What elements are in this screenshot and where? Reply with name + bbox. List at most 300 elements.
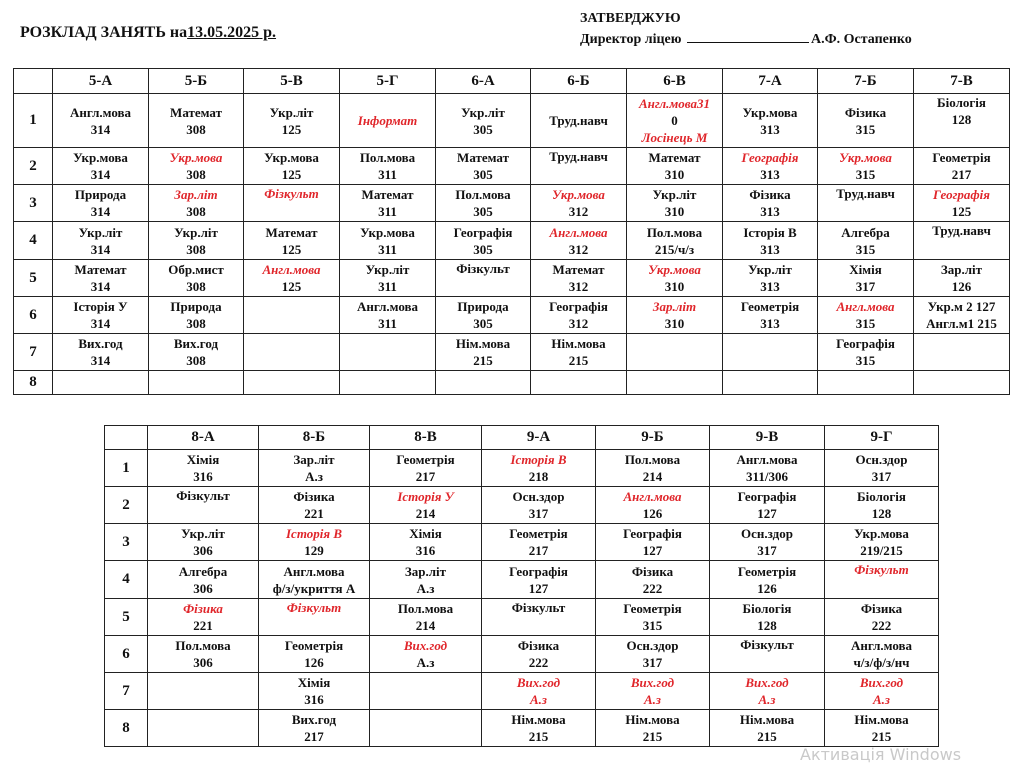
lesson-cell (244, 148, 340, 185)
lesson-cell (825, 524, 939, 561)
room-text: 312 (568, 241, 589, 257)
lesson-row (105, 636, 939, 673)
schedule-table-8-9 (104, 425, 939, 747)
room-text: 215 (473, 353, 493, 368)
room-text: 310 (664, 316, 685, 331)
room-text: 316 (304, 692, 324, 707)
lesson-cell (149, 185, 244, 222)
lesson-cell (818, 371, 914, 395)
lesson-cell (148, 599, 259, 636)
lesson-row (105, 450, 939, 487)
subject-text: Укр.мова (169, 150, 223, 165)
subject-text: Нім.мова (455, 336, 511, 351)
lesson-cell (627, 185, 723, 222)
room-text: 314 (90, 121, 111, 137)
lesson-cell (710, 710, 825, 747)
lesson-cell (825, 450, 939, 487)
lesson-cell (436, 222, 531, 260)
lesson-cell (370, 599, 482, 636)
room-text: 314 (90, 316, 111, 331)
subject-text: Нім.мова (551, 336, 606, 351)
lesson-cell (596, 599, 710, 636)
subject-text: Фізика (844, 104, 887, 120)
room-text: 215 (528, 729, 549, 744)
room-text: А.з (644, 692, 661, 707)
subject-text: Географія (549, 299, 608, 314)
subject-text: Хімія (297, 675, 331, 690)
room-text: 308 (186, 279, 206, 294)
lesson-cell (627, 260, 723, 297)
lesson-cell (53, 94, 149, 148)
lesson-row (14, 148, 1010, 185)
lesson-cell (825, 487, 939, 524)
room-text: 218 (528, 469, 549, 484)
corner-cell (105, 426, 148, 450)
approval-block (580, 8, 912, 50)
lesson-cell (710, 450, 825, 487)
lesson-number: 6 (14, 297, 53, 334)
lesson-cell (259, 561, 370, 599)
room-text: 305 (473, 121, 493, 137)
room-text: 127 (642, 543, 663, 558)
room-text: 311 (378, 279, 397, 294)
class-header: 6-В (627, 69, 723, 94)
subject-text: Геометрія (284, 638, 344, 653)
subject-text: Геометрія (509, 526, 568, 541)
lesson-row (105, 710, 939, 747)
lesson-cell (149, 371, 244, 395)
lesson-cell (244, 260, 340, 297)
lesson-cell (340, 148, 436, 185)
lesson-cell (259, 487, 370, 524)
subject-text: Природа (74, 187, 127, 202)
lesson-cell (148, 524, 259, 561)
director-line (580, 29, 912, 50)
room-text: 314 (90, 241, 111, 257)
room-text: 127 (757, 506, 777, 521)
subject-text: Зар.літ (174, 187, 218, 202)
subject-text: Укр.літ (365, 262, 410, 277)
signature-line (687, 30, 809, 43)
subject-text: Укр.мова (264, 150, 319, 165)
subject-text: Англ.мова (736, 452, 798, 467)
room-text: 312 (568, 204, 589, 219)
room-text: 125 (281, 121, 302, 137)
room-text: 126 (951, 279, 972, 294)
room-text: 311/306 (746, 469, 788, 484)
lesson-row (105, 561, 939, 599)
subject-text: Пол.мова (359, 150, 416, 165)
lesson-row (14, 185, 1010, 222)
lesson-cell (531, 94, 627, 148)
lesson-number: 3 (14, 185, 53, 222)
subject-text: Укр.мова (73, 150, 128, 165)
lesson-row (14, 297, 1010, 334)
lesson-cell (596, 673, 710, 710)
lesson-cell (436, 334, 531, 371)
lesson-cell (723, 222, 818, 260)
subject-text: Осн.здор (626, 638, 679, 653)
subject-text: Природа (457, 299, 509, 314)
subject-text: Інформат (357, 113, 418, 128)
room-text: 214 (415, 506, 436, 521)
lesson-cell (825, 599, 939, 636)
room-text: 305 (473, 167, 493, 182)
room-text: 215 (568, 353, 589, 368)
subject-text: Географія (836, 336, 895, 351)
class-header: 7-В (914, 69, 1010, 94)
subject-text: Географія (933, 187, 990, 202)
room-text: 128 (871, 506, 892, 521)
class-header: 5-Г (340, 69, 436, 94)
subject-text: Пол.мова (397, 601, 454, 616)
lesson-cell (370, 524, 482, 561)
lesson-cell (370, 450, 482, 487)
subject-text: Геометрія (623, 601, 682, 616)
lesson-cell (149, 334, 244, 371)
subject-text: Вих.год (403, 638, 448, 653)
lesson-cell (436, 185, 531, 222)
subject-text: Географія (741, 150, 799, 165)
lesson-number: 5 (14, 260, 53, 297)
lesson-cell (340, 94, 436, 148)
room-text: 308 (186, 241, 206, 257)
subject-text: Англ.мова (356, 299, 419, 314)
subject-text: Хімія (849, 262, 882, 277)
lesson-cell (596, 710, 710, 747)
lesson-cell (825, 561, 939, 599)
room-text: 317 (871, 469, 892, 484)
room-text: 317 (528, 506, 549, 521)
room-text: 308 (186, 316, 206, 331)
subject-text: Нім.мова (511, 712, 566, 727)
lesson-cell (723, 148, 818, 185)
lesson-row (14, 94, 1010, 148)
subject-text: Фізкульт (854, 562, 909, 577)
class-header: 8-Б (259, 426, 370, 450)
subject-text: Вих.год (173, 336, 219, 351)
room-text: 215/ч/з (654, 241, 695, 257)
subject-text: Укр.літ (78, 224, 123, 240)
subject-text: Укр.літ (174, 224, 218, 240)
room-text: 221 (304, 506, 324, 521)
lesson-cell (148, 450, 259, 487)
room-text: 125 (281, 167, 302, 182)
lesson-cell (710, 636, 825, 673)
subject-text: Геометрія (396, 452, 455, 467)
room-text: 222 (528, 655, 549, 670)
director-label: Директор ліцею (580, 32, 682, 47)
lesson-cell (596, 487, 710, 524)
room-text: А.з (305, 469, 323, 484)
subject-text: Англ.мова (69, 104, 132, 120)
class-header: 7-Б (818, 69, 914, 94)
lesson-cell (53, 260, 149, 297)
lesson-cell (723, 185, 818, 222)
room-text: 305 (473, 204, 493, 219)
class-header: 5-А (53, 69, 149, 94)
room-text: 217 (304, 729, 324, 744)
room-text: 222 (642, 580, 663, 596)
subject-text: Біологія (857, 489, 906, 504)
subject-text: Укр.літ (652, 187, 697, 202)
subject-text: Математ (552, 262, 605, 277)
room-text: 219/215 (860, 543, 903, 558)
lesson-cell (825, 636, 939, 673)
lesson-cell (627, 297, 723, 334)
title-prefix: РОЗКЛАД ЗАНЯТЬ на (20, 24, 188, 41)
lesson-cell (370, 636, 482, 673)
lesson-cell (818, 334, 914, 371)
room-text: 314 (90, 353, 111, 368)
room-text: 310 (664, 279, 685, 294)
room-text: 128 (951, 112, 972, 127)
lesson-cell (340, 222, 436, 260)
lesson-cell (723, 334, 818, 371)
lesson-cell (914, 94, 1010, 148)
subject-text: Фізкульт (286, 600, 342, 615)
subject-text: Зар.літ (652, 299, 697, 314)
lesson-cell (482, 561, 596, 599)
room-text: 129 (304, 543, 324, 558)
room-text: 317 (855, 279, 876, 294)
subject-text: Англ.мова (283, 563, 345, 579)
subject-text: Труд.навч (549, 149, 608, 164)
room-text: 310 (664, 204, 685, 219)
room-text: 221 (193, 618, 213, 633)
subject-text: Вих.год (630, 675, 675, 690)
lesson-cell (531, 260, 627, 297)
room-text: 314 (90, 279, 111, 294)
subject-text: Географія (737, 489, 797, 504)
lesson-number: 4 (105, 561, 148, 599)
room-text: 126 (304, 655, 324, 670)
room-text: 314 (90, 204, 111, 219)
subject-text: Труд.навч (836, 186, 895, 201)
room-text: 308 (186, 204, 206, 219)
lesson-cell (259, 636, 370, 673)
subject-text: Осн.здор (855, 452, 908, 467)
class-header: 7-А (723, 69, 818, 94)
room-text: 311 (378, 204, 397, 219)
class-header: 6-Б (531, 69, 627, 94)
lesson-cell (482, 636, 596, 673)
lesson-cell (436, 297, 531, 334)
lesson-cell (53, 148, 149, 185)
lesson-cell (531, 334, 627, 371)
subject-text: Укр.літ (748, 262, 792, 277)
subject-text: Пол.мова (624, 452, 681, 467)
lesson-cell (370, 673, 482, 710)
subject-text: Фізкульт (740, 637, 794, 652)
room-text: 126 (642, 506, 663, 521)
room-text: 214 (642, 469, 663, 484)
room-text: 126 (757, 580, 777, 596)
lesson-cell (818, 185, 914, 222)
subject-text: Пол.мова (175, 638, 231, 653)
subject-text: Геометрія (737, 563, 797, 579)
subject-text: Вих.год (516, 675, 561, 690)
room-text: ч/з/ф/з/нч (853, 655, 910, 670)
subject-text: Фізика (517, 638, 560, 653)
class-header: 6-А (436, 69, 531, 94)
lesson-cell (259, 673, 370, 710)
lesson-cell (914, 297, 1010, 334)
lesson-cell (914, 185, 1010, 222)
subject-text: Укр.літ (269, 104, 314, 120)
room-text: 305 (473, 316, 493, 331)
room-text: 311 (378, 316, 397, 331)
subject-text: Геометрія (932, 150, 991, 165)
room-text: 306 (193, 580, 213, 596)
subject-text: Історія В (510, 452, 567, 467)
subject-text: Труд.навч (932, 223, 991, 238)
room-text: А.з (873, 692, 890, 707)
subject-text: Зар.літ (404, 563, 447, 579)
room-text: 312 (568, 279, 589, 294)
room-text: 313 (760, 121, 780, 137)
lesson-cell (531, 148, 627, 185)
room-text: 315 (855, 167, 876, 182)
room-text: 310 (664, 167, 685, 182)
subject-text: Географія (509, 563, 568, 579)
lesson-cell (710, 561, 825, 599)
subject-text: Осн.здор (512, 489, 565, 504)
subject-text: Фізика (183, 601, 223, 616)
subject-text: Геометрія (740, 299, 800, 314)
room-text: 0 (671, 113, 678, 128)
lesson-number: 6 (105, 636, 148, 673)
subject-text: Хімія (409, 526, 442, 541)
lesson-cell (148, 673, 259, 710)
lesson-cell (710, 673, 825, 710)
class-header: 9-А (482, 426, 596, 450)
subject-text: Зар.літ (940, 262, 983, 277)
room-text: 127 (528, 580, 549, 596)
subject-text: Історія У (73, 299, 128, 314)
lesson-number: 5 (105, 599, 148, 636)
lesson-cell (482, 524, 596, 561)
room-text: А.з (416, 580, 435, 596)
room-text: 315 (855, 353, 876, 368)
lesson-cell (340, 334, 436, 371)
lesson-cell (482, 710, 596, 747)
lesson-cell (482, 673, 596, 710)
lesson-cell (436, 260, 531, 297)
lesson-number: 4 (14, 222, 53, 260)
subject-text: Фізкульт (511, 600, 566, 615)
lesson-cell (149, 222, 244, 260)
room-text: 315 (855, 316, 876, 331)
room-text: 217 (951, 167, 972, 182)
lesson-cell (259, 710, 370, 747)
subject-text: Нім.мова (854, 712, 909, 727)
lesson-cell (436, 94, 531, 148)
lesson-cell (627, 94, 723, 148)
room-text: 215 (642, 729, 663, 744)
subject-text: Укр.мова (742, 104, 798, 120)
lesson-cell (53, 222, 149, 260)
room-text: 215 (757, 729, 777, 744)
class-header: 9-Б (596, 426, 710, 450)
lesson-number: 8 (105, 710, 148, 747)
subject-text: Пол.мова (455, 187, 511, 202)
lesson-cell (259, 524, 370, 561)
lesson-cell (914, 222, 1010, 260)
room-text: 125 (281, 279, 302, 294)
subject-text: Історія У (397, 489, 454, 504)
subject-text: Англ.мова (549, 224, 608, 240)
lesson-row (105, 673, 939, 710)
lesson-cell (149, 297, 244, 334)
room-text: 222 (871, 618, 892, 633)
lesson-number: 2 (105, 487, 148, 524)
subject-text: Вих.год (859, 675, 904, 690)
lesson-cell (482, 450, 596, 487)
subject-text: Вих.год (291, 712, 337, 727)
room-text: 311 (378, 167, 397, 182)
lesson-cell (244, 334, 340, 371)
lesson-cell (149, 94, 244, 148)
lesson-number: 3 (105, 524, 148, 561)
lesson-cell (723, 94, 818, 148)
room-text: 314 (90, 167, 111, 182)
subject-text: Укр.мова (854, 526, 909, 541)
schedule-title (20, 24, 276, 42)
subject-text: Математ (361, 187, 414, 202)
subject-text: Фізика (860, 601, 903, 616)
lesson-cell (436, 148, 531, 185)
room-text: 315 (642, 618, 663, 633)
director-name: А.Ф. Остапенко (810, 32, 912, 47)
subject-text: Англ.мова (623, 489, 682, 504)
lesson-number: 7 (14, 334, 53, 371)
lesson-cell (148, 561, 259, 599)
approve-title: ЗАТВЕРДЖУЮ (580, 11, 681, 26)
lesson-cell (244, 371, 340, 395)
room-text: 311 (378, 241, 397, 257)
lesson-cell (710, 487, 825, 524)
room-text: 125 (281, 241, 302, 257)
subject-text: Вих.год (78, 336, 123, 351)
lesson-cell (596, 524, 710, 561)
subject-text: Фізика (749, 187, 791, 202)
lesson-cell (531, 185, 627, 222)
subject-text: Англ.мова31 (638, 96, 711, 111)
lesson-number: 1 (105, 450, 148, 487)
subject-text: Біологія (937, 95, 986, 110)
subject-text: Історія В (286, 526, 342, 541)
lesson-cell (340, 371, 436, 395)
lesson-cell (149, 148, 244, 185)
room-text: 317 (757, 543, 777, 558)
room-text: 306 (193, 543, 213, 558)
subject-text: Укр.мова (360, 224, 415, 240)
class-header: 8-В (370, 426, 482, 450)
lesson-cell (370, 487, 482, 524)
subject-text: Зар.літ (293, 452, 335, 467)
room-text: 217 (528, 543, 549, 558)
subject-text: Біологія (742, 601, 792, 616)
subject-text: Математ (74, 262, 127, 277)
lesson-cell (244, 222, 340, 260)
lesson-cell (825, 710, 939, 747)
room-text: 317 (642, 655, 663, 670)
lesson-cell (148, 487, 259, 524)
lesson-cell (596, 636, 710, 673)
subject-text: Укр.мова (552, 187, 605, 202)
lesson-cell (244, 297, 340, 334)
